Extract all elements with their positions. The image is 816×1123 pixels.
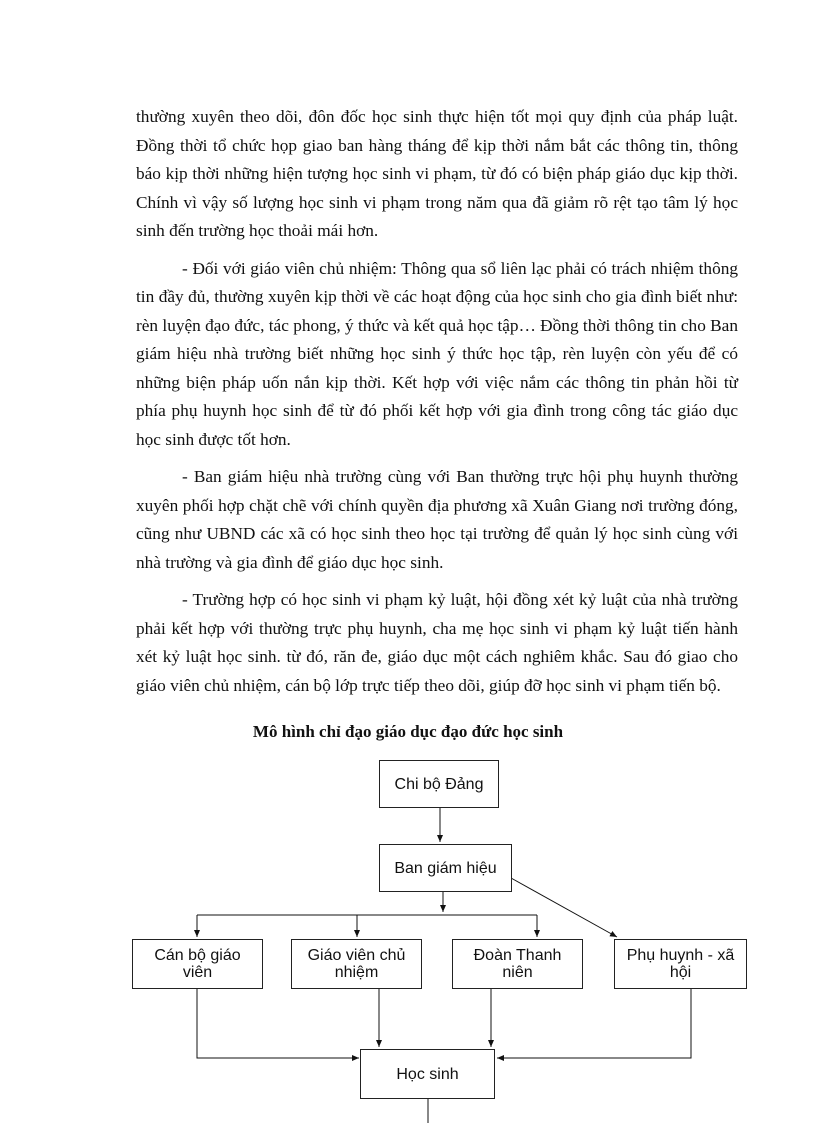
paragraph-3: - Ban giám hiệu nhà trường cùng với Ban thường trực hội phụ huynh thường xuyên phối hợp chặt chẽ với chính quyền địa phương xã Xuân Giang nơi trường đóng, cũng như UBND các xã có học sinh theo học tại trường để quản lý học sinh cùng với nhà trường và gia đình để giáo dục học sinh. [136, 467, 738, 572]
node-ban-giam-hieu: Ban giám hiệu [379, 844, 512, 892]
node-phu-huynh-xa-hoi: Phụ huynh - xã hội [614, 939, 747, 989]
arrow-bgh-phuhuynh [511, 878, 617, 937]
node-can-bo-giao-vien: Cán bộ giáo viên [132, 939, 263, 989]
node-doan-thanh-nien: Đoàn Thanh niên [452, 939, 583, 989]
node-hoc-sinh: Học sinh [360, 1049, 495, 1099]
paragraph-1: thường xuyên theo dõi, đôn đốc học sinh thực hiện tốt mọi quy định của pháp luật. Đồng thời tổ chức họp giao ban hàng tháng để kịp thời nắm bắt các thông tin, thông báo kịp thời những hiện tượng học sinh vi phạm, từ đó có biện pháp giáo dục kịp thời. Chính vì vậy số lượng học sinh vi phạm trong năm qua đã giảm rõ rệt tạo tâm lý học sinh đến trường học thoải mái hơn. [136, 107, 738, 240]
diagram-title: Mô hình chỉ đạo giáo dục đạo đức học sinh [252, 722, 564, 741]
node-chi-bo-dang: Chi bộ Đảng [379, 760, 499, 808]
arrow-phuhuynh-to-hocsinh [497, 988, 691, 1058]
arrow-canbo-to-hocsinh [197, 988, 359, 1058]
node-giao-vien-chu-nhiem: Giáo viên chủ nhiệm [291, 939, 422, 989]
paragraph-4: - Trường hợp có học sinh vi phạm kỷ luật, hội đồng xét kỷ luật của nhà trường phải kết hợp với thường trực phụ huynh, cha mẹ học sinh vi phạm kỷ luật tiến hành xét kỷ luật học sinh. từ đó, răn đe, giáo dục một cách nghiêm khắc. Sau đó giao cho giáo viên chủ nhiệm, cán bộ lớp trực tiếp theo dõi, giúp đỡ học sinh vi phạm tiến bộ. [136, 590, 738, 695]
paragraph-2: - Đối với giáo viên chủ nhiệm: Thông qua sổ liên lạc phải có trách nhiệm thông tin đầy đủ, thường xuyên kịp thời về các hoạt động của học sinh cho gia đình biết như: rèn luyện đạo đức, tác phong, ý thức và kết quả học tập… Đồng thời thông tin cho Ban giám hiệu nhà trường biết những học sinh ý thức học tập, rèn luyện còn yếu để có những biện pháp uốn nắn kịp thời. Kết hợp với việc nắm các thông tin phản hồi từ phía phụ huynh học sinh để từ đó phối kết hợp với gia đình trong công tác giáo dục học sinh được tốt hơn. [136, 258, 738, 449]
